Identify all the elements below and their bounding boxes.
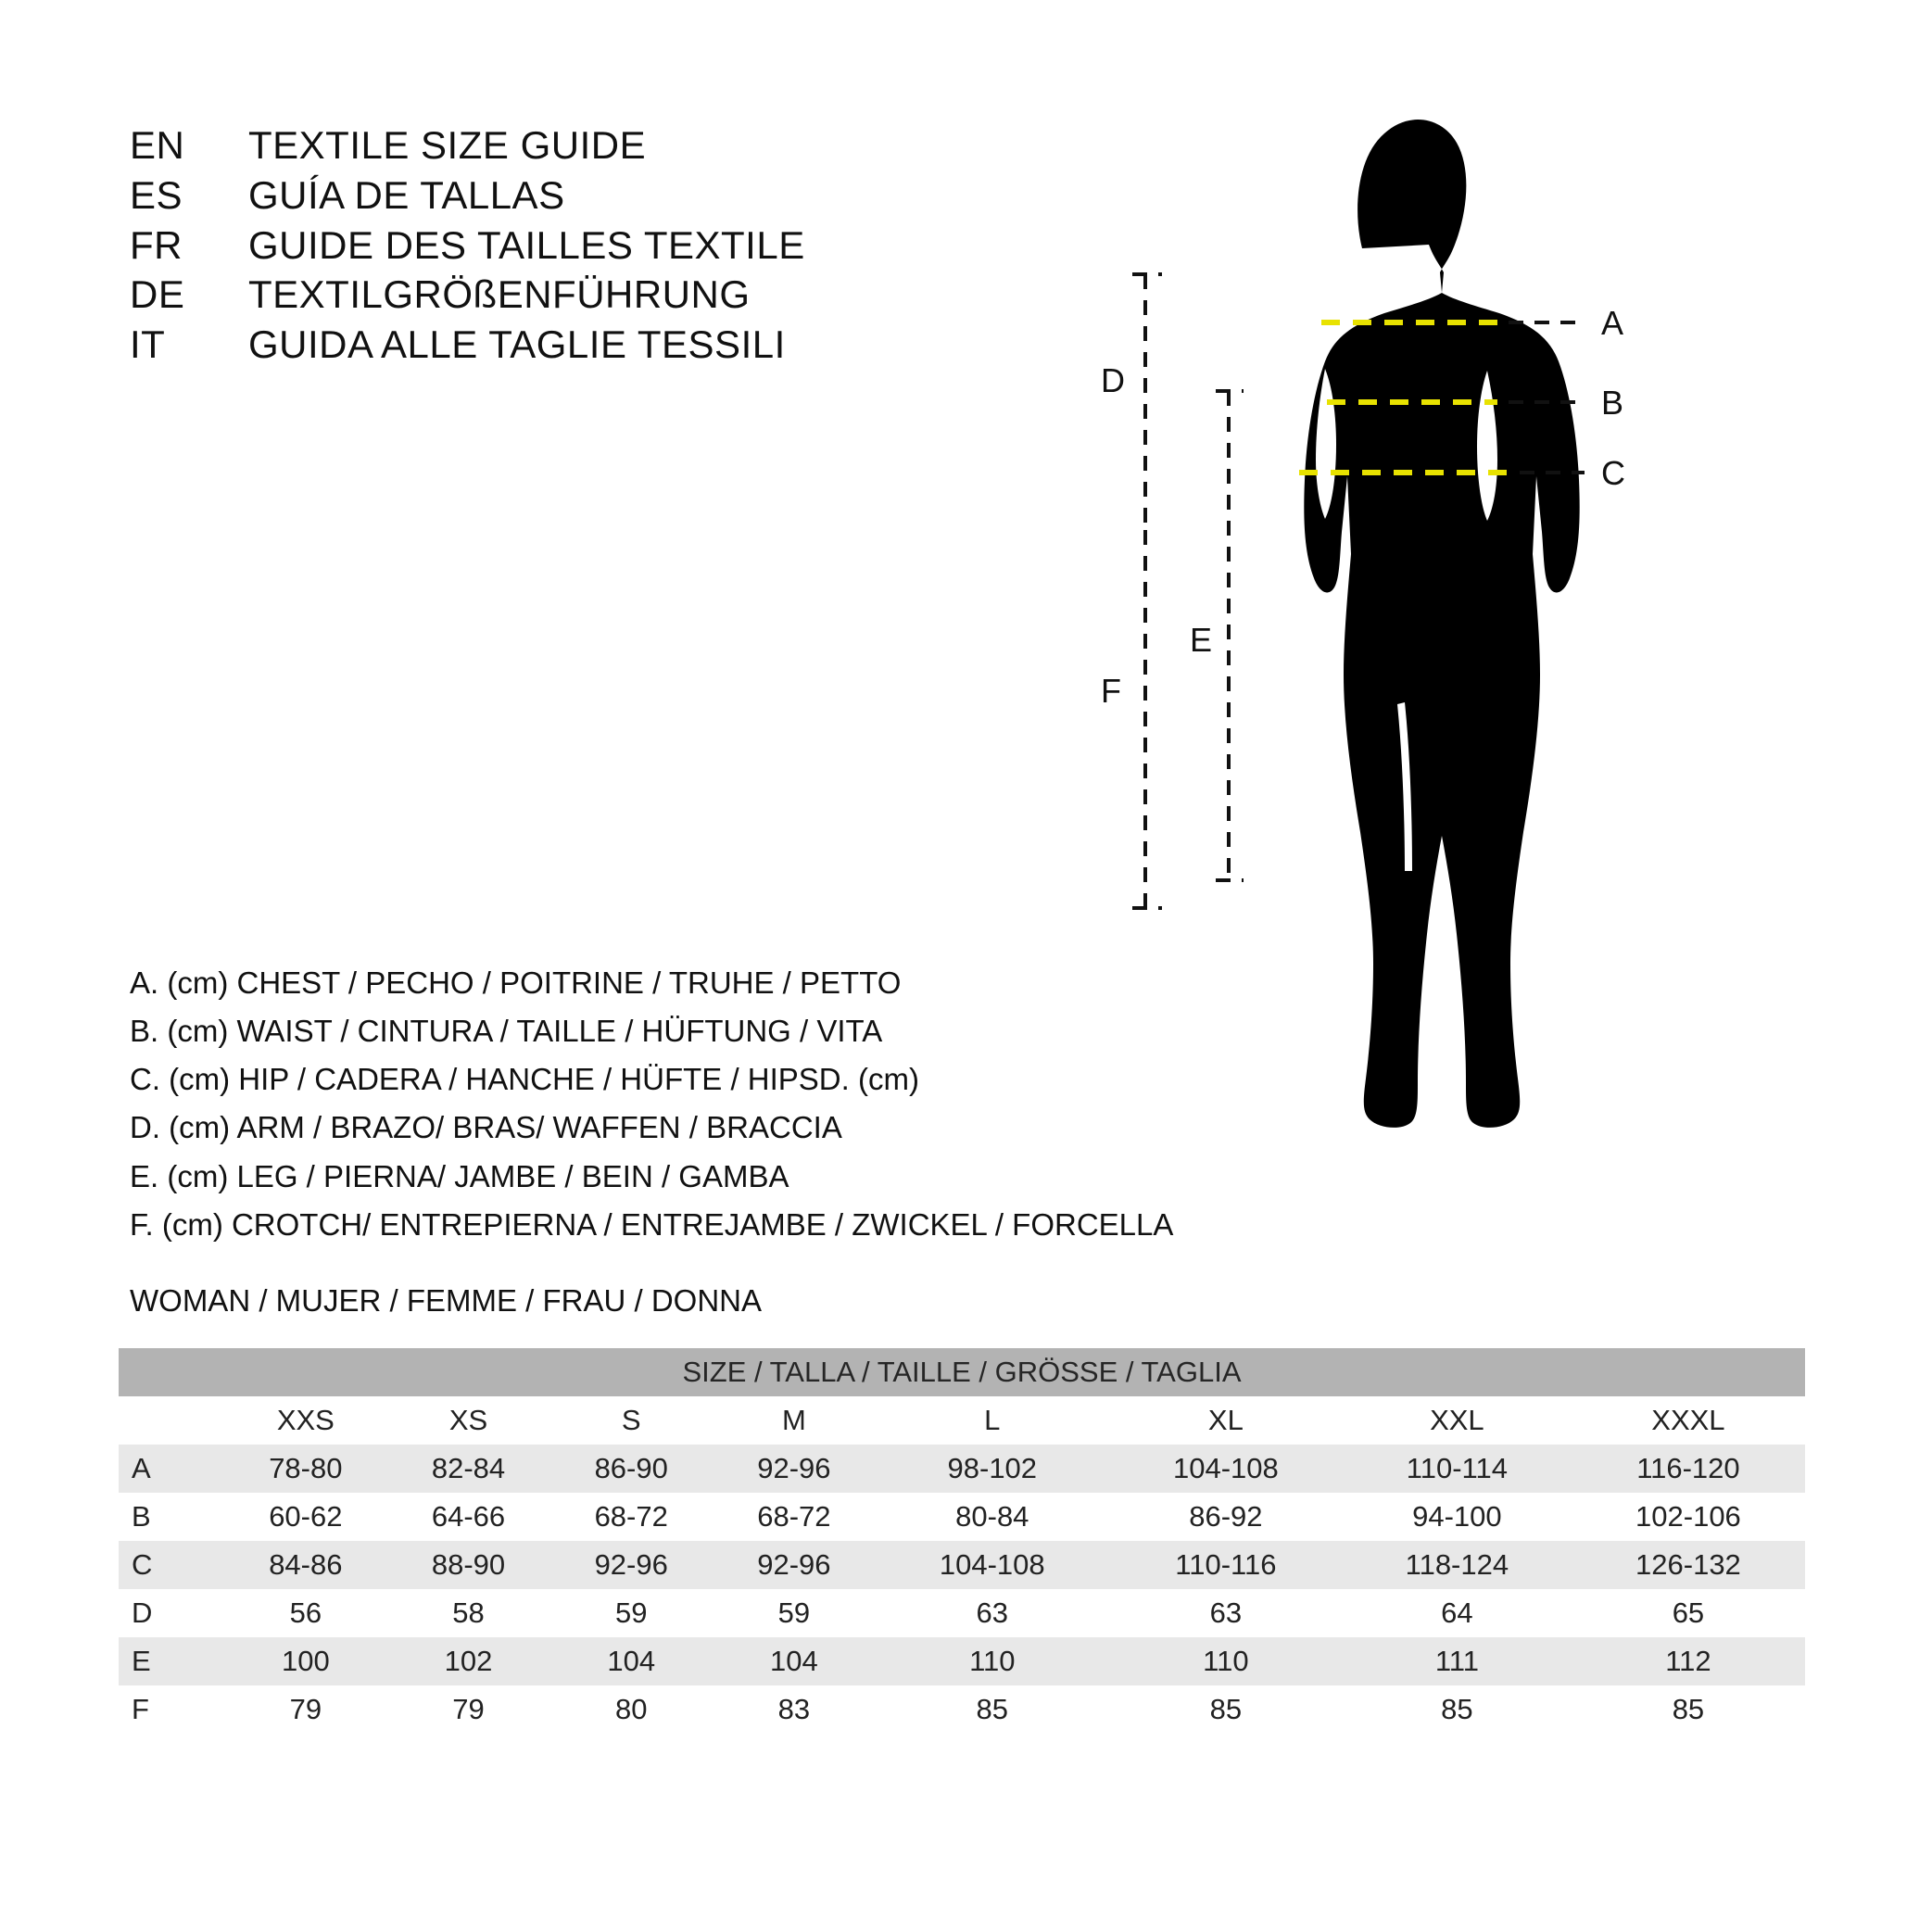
cell-d-l: 63 xyxy=(876,1589,1109,1637)
title-row-it xyxy=(130,320,890,370)
legend-line-c: C. (cm) HIP / CADERA / HANCHE / HÜFTE / HIPSD. (cm) xyxy=(130,1062,919,1097)
cell-f-xxl: 85 xyxy=(1343,1685,1572,1734)
title-row-en xyxy=(130,120,890,170)
legend-line-a: A. (cm) CHEST / PECHO / POITRINE / TRUHE / PETTO xyxy=(130,966,902,1000)
cell-b-xxs: 60-62 xyxy=(224,1493,387,1541)
cell-e-xxl: 111 xyxy=(1343,1637,1572,1685)
cell-b-m: 68-72 xyxy=(713,1493,876,1541)
cell-c-xxl: 118-124 xyxy=(1343,1541,1572,1589)
cell-b-xxl: 94-100 xyxy=(1343,1493,1572,1541)
cell-c-s: 92-96 xyxy=(549,1541,713,1589)
table-row xyxy=(119,1589,1805,1637)
measurement-legend xyxy=(130,959,1223,1249)
cell-b-xs: 64-66 xyxy=(387,1493,550,1541)
title-row-fr xyxy=(130,221,890,271)
legend-line-e: E. (cm) LEG / PIERNA/ JAMBE / BEIN / GAMBA xyxy=(130,1158,789,1193)
cell-c-m: 92-96 xyxy=(713,1541,876,1589)
row-label-b: B xyxy=(119,1493,224,1541)
cell-c-xl: 110-116 xyxy=(1109,1541,1343,1589)
table-row xyxy=(119,1685,1805,1734)
size-header-l: L xyxy=(876,1396,1109,1445)
table-corner-cell xyxy=(119,1396,224,1445)
title-row-es xyxy=(130,170,890,221)
table-band-header-label: SIZE / TALLA / TAILLE / GRÖSSE / TAGLIA xyxy=(119,1348,1805,1396)
marker-label-b: B xyxy=(1601,384,1624,422)
marker-label-f: F xyxy=(1101,672,1121,710)
size-header-xs: XS xyxy=(387,1396,550,1445)
cell-a-s: 86-90 xyxy=(549,1445,713,1493)
row-label-e: E xyxy=(119,1637,224,1685)
legend-line-f: F. (cm) CROTCH/ ENTREPIERNA / ENTREJAMBE / ZWICKEL / FORCELLA xyxy=(130,1206,1174,1242)
cell-d-s: 59 xyxy=(549,1589,713,1637)
size-header-xxxl: XXXL xyxy=(1572,1396,1805,1445)
cell-e-xxs: 100 xyxy=(224,1637,387,1685)
dimension-bracket-d xyxy=(1132,274,1162,530)
table-row xyxy=(119,1541,1805,1589)
marker-label-a: A xyxy=(1601,304,1624,342)
row-label-a: A xyxy=(119,1445,224,1493)
cell-d-xxs: 56 xyxy=(224,1589,387,1637)
cell-a-m: 92-96 xyxy=(713,1445,876,1493)
dimension-bracket-e xyxy=(1216,391,1244,880)
table-band-header xyxy=(119,1348,1805,1396)
cell-e-xxxl: 112 xyxy=(1572,1637,1805,1685)
cell-b-s: 68-72 xyxy=(549,1493,713,1541)
cell-e-xl: 110 xyxy=(1109,1637,1343,1685)
cell-f-xs: 79 xyxy=(387,1685,550,1734)
table-caption-woman: WOMAN / MUJER / FEMME / FRAU / DONNA xyxy=(130,1283,762,1318)
size-chart-table xyxy=(119,1348,1805,1734)
cell-f-xxs: 79 xyxy=(224,1685,387,1734)
cell-e-l: 110 xyxy=(876,1637,1109,1685)
table-row xyxy=(119,1493,1805,1541)
female-silhouette-icon xyxy=(1304,120,1579,1128)
row-label-d: D xyxy=(119,1589,224,1637)
cell-f-s: 80 xyxy=(549,1685,713,1734)
size-header-xxl: XXL xyxy=(1343,1396,1572,1445)
cell-a-xs: 82-84 xyxy=(387,1445,550,1493)
cell-d-xxl: 64 xyxy=(1343,1589,1572,1637)
row-label-f: F xyxy=(119,1685,224,1734)
title-lang-es: ES xyxy=(130,172,183,217)
table-header-row xyxy=(119,1396,1805,1445)
cell-e-s: 104 xyxy=(549,1637,713,1685)
dimension-bracket-f xyxy=(1132,530,1162,908)
size-header-s: S xyxy=(549,1396,713,1445)
cell-a-xl: 104-108 xyxy=(1109,1445,1343,1493)
cell-a-xxxl: 116-120 xyxy=(1572,1445,1805,1493)
legend-line-b: B. (cm) WAIST / CINTURA / TAILLE / HÜFTUNG / VITA xyxy=(130,1014,883,1049)
cell-d-xs: 58 xyxy=(387,1589,550,1637)
cell-f-m: 83 xyxy=(713,1685,876,1734)
cell-b-l: 80-84 xyxy=(876,1493,1109,1541)
title-lang-de: DE xyxy=(130,272,185,317)
size-guide-title-block xyxy=(130,120,890,370)
size-header-m: M xyxy=(713,1396,876,1445)
cell-f-xl: 85 xyxy=(1109,1685,1343,1734)
cell-b-xl: 86-92 xyxy=(1109,1493,1343,1541)
cell-d-m: 59 xyxy=(713,1589,876,1637)
row-label-c: C xyxy=(119,1541,224,1589)
title-lang-en: EN xyxy=(130,123,185,167)
marker-label-d: D xyxy=(1101,361,1125,399)
cell-e-xs: 102 xyxy=(387,1637,550,1685)
cell-a-l: 98-102 xyxy=(876,1445,1109,1493)
title-text-de: TEXTILGRÖßENFÜHRUNG xyxy=(248,272,751,317)
size-header-xxs: XXS xyxy=(224,1396,387,1445)
title-text-en: TEXTILE SIZE GUIDE xyxy=(248,123,647,167)
cell-f-xxxl: 85 xyxy=(1572,1685,1805,1734)
cell-c-l: 104-108 xyxy=(876,1541,1109,1589)
table-row xyxy=(119,1445,1805,1493)
marker-label-c: C xyxy=(1601,454,1625,492)
cell-d-xxxl: 65 xyxy=(1572,1589,1805,1637)
title-row-de xyxy=(130,270,890,320)
cell-c-xxxl: 126-132 xyxy=(1572,1541,1805,1589)
cell-a-xxs: 78-80 xyxy=(224,1445,387,1493)
cell-a-xxl: 110-114 xyxy=(1343,1445,1572,1493)
title-text-es: GUÍA DE TALLAS xyxy=(248,172,565,217)
title-lang-fr: FR xyxy=(130,222,183,267)
table-row xyxy=(119,1637,1805,1685)
cell-d-xl: 63 xyxy=(1109,1589,1343,1637)
title-text-fr: GUIDE DES TAILLES TEXTILE xyxy=(248,222,805,267)
cell-f-l: 85 xyxy=(876,1685,1109,1734)
cell-c-xxs: 84-86 xyxy=(224,1541,387,1589)
marker-label-e: E xyxy=(1190,621,1213,659)
cell-e-m: 104 xyxy=(713,1637,876,1685)
title-lang-it: IT xyxy=(130,322,166,366)
cell-c-xs: 88-90 xyxy=(387,1541,550,1589)
cell-b-xxxl: 102-106 xyxy=(1572,1493,1805,1541)
legend-line-d: D. (cm) ARM / BRAZO/ BRAS/ WAFFEN / BRACCIA xyxy=(130,1110,842,1145)
title-text-it: GUIDA ALLE TAGLIE TESSILI xyxy=(248,322,786,366)
size-header-xl: XL xyxy=(1109,1396,1343,1445)
